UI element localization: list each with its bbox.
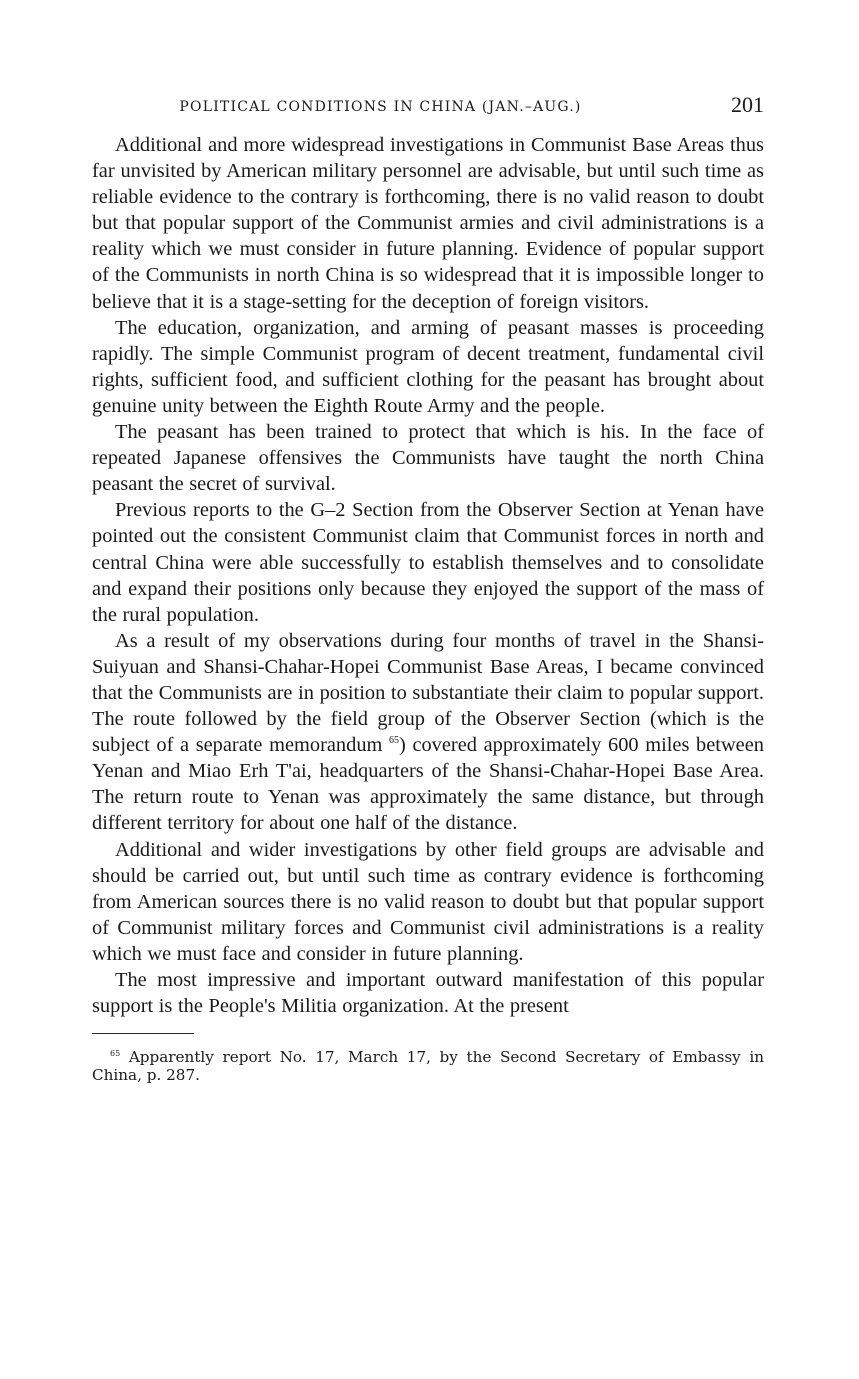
footnote-text: Apparently report No. 17, March 17, by the Second Secretary of Embassy in China, p. 287. — [92, 1048, 765, 1085]
footnote-reference: 65 — [389, 735, 400, 747]
paragraph-text-before: As a result of my observations during four months of travel in the Shansi-Suiyuan and Shansi-Chahar-Hopei Communist Base Areas, I became convinced that the Communists are in position to substantiate their claim to popular support. The route followed by the field group of the Observer Section (which is the subject of a separate memorandum — [92, 629, 764, 757]
footnote — [92, 1048, 764, 1084]
paragraph: The education, organization, and arming of peasant masses is proceeding rapidly. The simple Communist program of decent treatment, fundamental civil rights, sufficient food, and sufficient clothing for the peasant has brought about genuine unity between the Eighth Route Army and the people. — [92, 316, 764, 417]
body-text — [92, 132, 764, 1019]
document-page — [92, 92, 764, 1084]
paragraph-with-footnote — [92, 628, 764, 837]
footnote-divider — [92, 1033, 194, 1034]
paragraph: The peasant has been trained to protect that which is his. In the face of repeated Japanese offensives the Communists have taught the north China peasant the secret of survival. — [92, 421, 764, 496]
paragraph: Additional and more widespread investigations in Communist Base Areas thus far unvisited by American military personnel are advisable, but until such time as reliable evidence to the contrary is forthcoming, there is no valid reason to doubt but that popular support of the Communist armies and civil administrations is a reality which we must consider in future planning. Evidence of popular support of the Communists in north China is so widespread that it is impossible longer to believe that it is a stage-setting for the deception of foreign visitors. — [92, 134, 764, 313]
paragraph: Additional and wider investigations by other field groups are advisable and should be carried out, but until such time as contrary evidence is forthcoming from American sources there is no valid reason to doubt but that popular support of Communist military forces and Communist civil administrations is a reality which we must face and consider in future planning. — [92, 838, 764, 965]
paragraph-text-after: ) covered approximately 600 miles between Yenan and Miao Erh T'ai, headquarters of the Shansi-Chahar-Hopei Base Area. The return route to Yenan was approximately the same distance, but through different territory for about one half of the distance. — [92, 734, 764, 835]
paragraph: The most impressive and important outward manifestation of this popular support is the People's Militia organization. At the present — [92, 969, 764, 1018]
page-number: 201 — [731, 92, 764, 117]
running-title: POLITICAL CONDITIONS IN CHINA (JAN.–AUG.) — [179, 99, 582, 115]
running-head — [92, 92, 764, 122]
footnote-marker: 65 — [110, 1049, 121, 1059]
paragraph: Previous reports to the G–2 Section from the Observer Section at Yenan have pointed out the consistent Communist claim that Communist forces in north and central China were able successfully to establish themselves and to consolidate and expand their positions only because they enjoyed the support of the mass of the rural population. — [92, 499, 764, 626]
